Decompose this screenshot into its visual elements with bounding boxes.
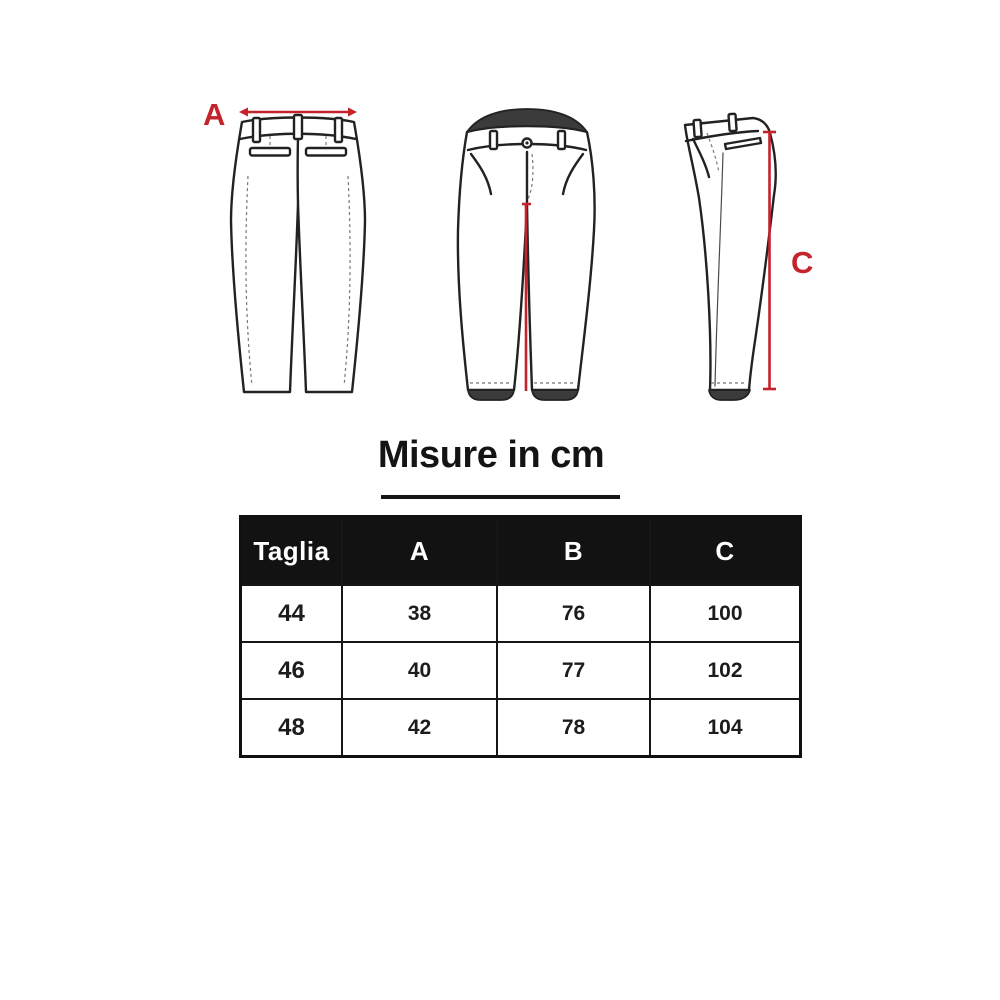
table-cell: 40 (341, 641, 496, 698)
table-row-size: 48 (242, 698, 341, 755)
table-cell: 77 (496, 641, 649, 698)
title-underline (381, 495, 620, 499)
col-header-b: B (496, 518, 649, 584)
col-header-c: C (649, 518, 799, 584)
measure-label-a: A (203, 97, 226, 132)
table-cell: 42 (341, 698, 496, 755)
table-row-size: 46 (242, 641, 341, 698)
pants-side-view-drawing (663, 103, 813, 403)
measure-label-c: C (791, 245, 814, 280)
table-cell: 38 (341, 584, 496, 641)
pants-back-view-drawing (218, 96, 378, 401)
table-row-size: 44 (242, 584, 341, 641)
size-table (239, 515, 802, 758)
table-cell: 76 (496, 584, 649, 641)
table-cell: 100 (649, 584, 799, 641)
table-cell: 102 (649, 641, 799, 698)
pants-front-view-drawing (450, 100, 605, 402)
col-header-a: A (341, 518, 496, 584)
col-header-taglia: Taglia (242, 518, 341, 584)
page-title: Misure in cm (377, 434, 605, 476)
table-cell: 104 (649, 698, 799, 755)
table-cell: 78 (496, 698, 649, 755)
